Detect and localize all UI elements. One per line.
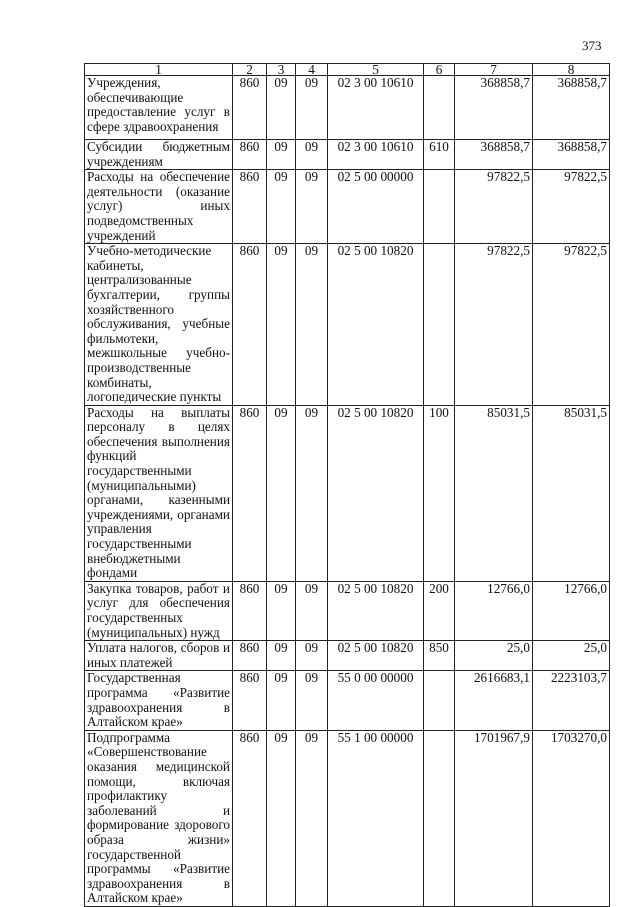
page-number: 373 [582, 38, 602, 53]
subsection-code: 09 [296, 170, 328, 244]
subsection-code: 09 [296, 244, 328, 406]
target-item-code: 02 5 00 10820 [328, 405, 424, 581]
expense-type-code: 610 [424, 140, 455, 170]
amount-year-2: 2223103,7 [533, 671, 610, 730]
table-row [85, 641, 610, 671]
column-header: 3 [267, 64, 296, 76]
item-name: Учебно-методические кабинеты, централизованные бухгалтерии, группы хозяйственного обслуживания, учебные фильмотеки, межшкольные учебно-производственные комбинаты, логопедические пункты [85, 244, 233, 406]
amount-year-2: 97822,5 [533, 244, 610, 406]
expense-type-code [424, 730, 455, 906]
item-name: Закупка товаров, работ и услуг для обеспечения государственных (муниципальных) нужд [85, 581, 233, 640]
budget-table [84, 63, 610, 907]
section-code: 09 [267, 641, 296, 671]
amount-year-2: 97822,5 [533, 170, 610, 244]
subsection-code: 09 [296, 140, 328, 170]
section-code: 09 [267, 730, 296, 906]
item-name: Уплата налогов, сборов и иных платежей [85, 641, 233, 671]
item-name: Учреждения, обеспечивающие предоставление услуг в сфере здравоохранения [85, 76, 233, 140]
subsection-code: 09 [296, 671, 328, 730]
amount-year-1: 25,0 [455, 641, 533, 671]
ministry-code: 860 [233, 641, 267, 671]
subsection-code: 09 [296, 730, 328, 906]
section-code: 09 [267, 140, 296, 170]
amount-year-2: 368858,7 [533, 76, 610, 140]
amount-year-2: 12766,0 [533, 581, 610, 640]
column-header: 4 [296, 64, 328, 76]
amount-year-1: 12766,0 [455, 581, 533, 640]
column-header: 1 [85, 64, 233, 76]
table-row [85, 76, 610, 140]
amount-year-1: 368858,7 [455, 76, 533, 140]
ministry-code: 860 [233, 170, 267, 244]
target-item-code: 02 3 00 10610 [328, 76, 424, 140]
amount-year-1: 2616683,1 [455, 671, 533, 730]
amount-year-1: 1701967,9 [455, 730, 533, 906]
section-code: 09 [267, 244, 296, 406]
item-name: Субсидии бюджетным учреждениям [85, 140, 233, 170]
table-row [85, 244, 610, 406]
ministry-code: 860 [233, 76, 267, 140]
ministry-code: 860 [233, 244, 267, 406]
amount-year-1: 97822,5 [455, 244, 533, 406]
expense-type-code [424, 671, 455, 730]
ministry-code: 860 [233, 140, 267, 170]
table-row [85, 405, 610, 581]
target-item-code: 55 0 00 00000 [328, 671, 424, 730]
item-name: Государственная программа «Развитие здравоохранения в Алтайском крае» [85, 671, 233, 730]
target-item-code: 02 5 00 10820 [328, 641, 424, 671]
column-header: 8 [533, 64, 610, 76]
amount-year-1: 368858,7 [455, 140, 533, 170]
table-row [85, 581, 610, 640]
item-name: Расходы на обеспечение деятельности (оказание услуг) иных подведомственных учреждений [85, 170, 233, 244]
ministry-code: 860 [233, 730, 267, 906]
section-code: 09 [267, 76, 296, 140]
target-item-code: 02 3 00 10610 [328, 140, 424, 170]
column-header: 2 [233, 64, 267, 76]
expense-type-code: 200 [424, 581, 455, 640]
section-code: 09 [267, 671, 296, 730]
expense-type-code: 850 [424, 641, 455, 671]
ministry-code: 860 [233, 581, 267, 640]
expense-type-code [424, 76, 455, 140]
amount-year-1: 97822,5 [455, 170, 533, 244]
target-item-code: 02 5 00 00000 [328, 170, 424, 244]
ministry-code: 860 [233, 671, 267, 730]
table-row [85, 170, 610, 244]
item-name: Подпрограмма «Совершенствование оказания медицинской помощи, включая профилактику заболеваний и формирование здорового образа жизни» государственной программы «Развитие здравоохранения в Алтайском крае» [85, 730, 233, 906]
expense-type-code [424, 244, 455, 406]
amount-year-2: 1703270,0 [533, 730, 610, 906]
amount-year-2: 368858,7 [533, 140, 610, 170]
column-header: 7 [455, 64, 533, 76]
subsection-code: 09 [296, 641, 328, 671]
target-item-code: 02 5 00 10820 [328, 581, 424, 640]
item-name: Расходы на выплаты персоналу в целях обеспечения выполнения функций государственными (муниципальными) органами, казенными учреждениями, органами управления государственными внебюджетными фондами [85, 405, 233, 581]
expense-type-code [424, 170, 455, 244]
ministry-code: 860 [233, 405, 267, 581]
target-item-code: 02 5 00 10820 [328, 244, 424, 406]
column-header: 6 [424, 64, 455, 76]
amount-year-1: 85031,5 [455, 405, 533, 581]
subsection-code: 09 [296, 76, 328, 140]
target-item-code: 55 1 00 00000 [328, 730, 424, 906]
expense-type-code: 100 [424, 405, 455, 581]
amount-year-2: 85031,5 [533, 405, 610, 581]
table-row [85, 730, 610, 906]
table-header-row [85, 64, 610, 76]
section-code: 09 [267, 581, 296, 640]
section-code: 09 [267, 170, 296, 244]
table-row [85, 671, 610, 730]
column-header: 5 [328, 64, 424, 76]
amount-year-2: 25,0 [533, 641, 610, 671]
section-code: 09 [267, 405, 296, 581]
subsection-code: 09 [296, 581, 328, 640]
subsection-code: 09 [296, 405, 328, 581]
table-row [85, 140, 610, 170]
